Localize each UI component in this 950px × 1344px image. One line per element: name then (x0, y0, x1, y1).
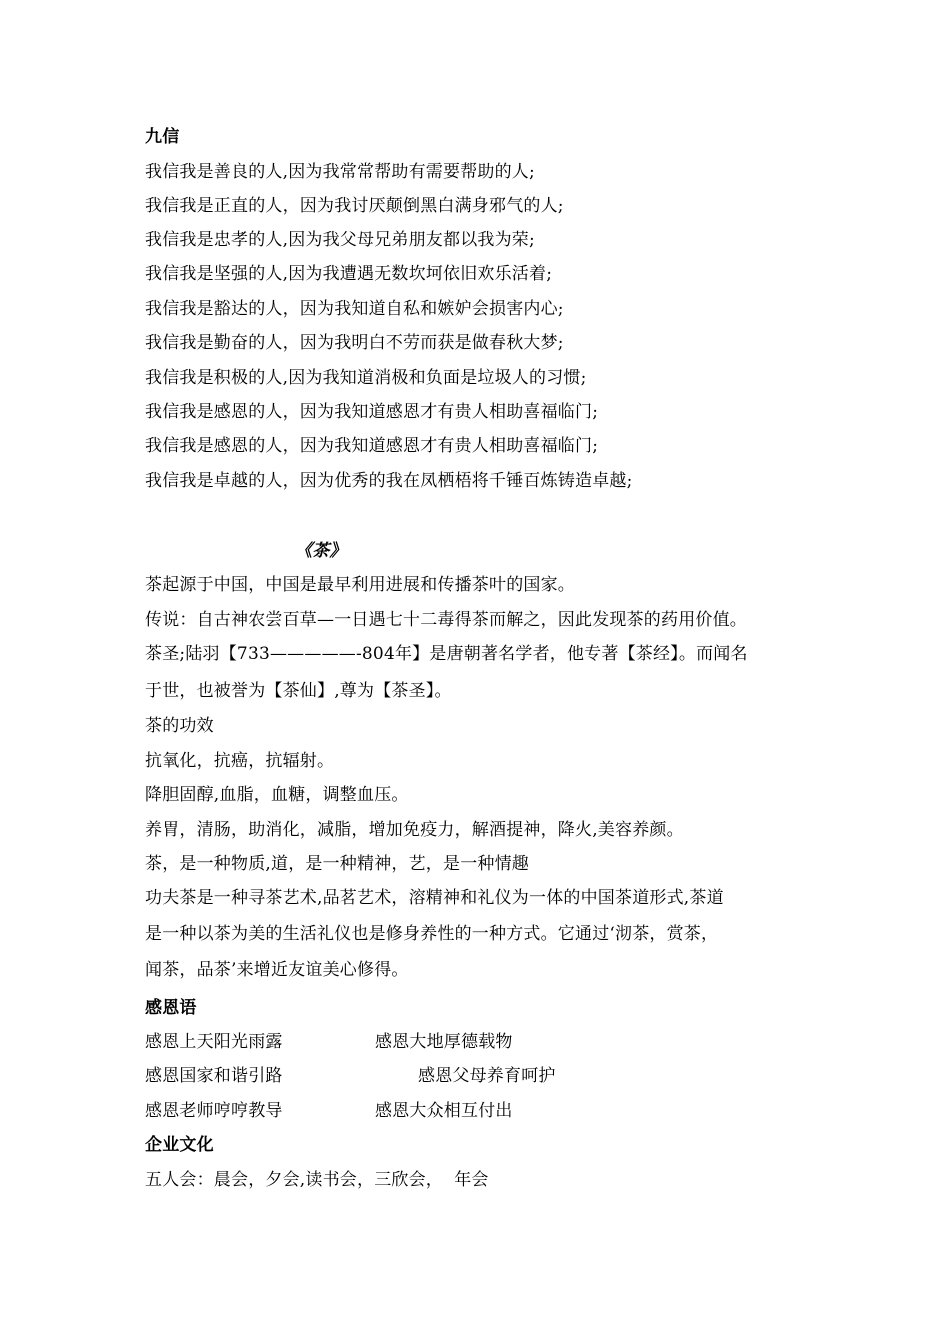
tea-line: 是一种以茶为美的生活礼仪也是修身养性的一种方式。它通过‘沏茶，赏茶， (145, 924, 719, 944)
tea-line: 传说：自古神农尝百草—一日遇七十二毒得茶而解之，因此发现茶的药用价值。 (145, 610, 747, 630)
gratitude-phrase: 感恩上天阳光雨露 (145, 1032, 283, 1052)
belief-line: 我信我是坚强的人,因为我遭遇无数坎坷依旧欢乐活着; (145, 264, 553, 284)
tea-line: 茶起源于中国，中国是最早利用进展和传播茶叶的国家。 (145, 575, 575, 595)
tea-line: 抗氧化，抗癌，抗辐射。 (145, 751, 335, 771)
gratitude-title: 感恩语 (145, 998, 197, 1018)
tea-line: 茶圣;陆羽【733—————-804年】是唐朝著名学者，他专著【茶经】。而闻名 (145, 644, 748, 664)
belief-line: 我信我是正直的人，因为我讨厌颠倒黑白满身邪气的人; (145, 196, 564, 216)
gratitude-phrase: 感恩大众相互付出 (375, 1101, 513, 1121)
gratitude-row (145, 1031, 745, 1053)
belief-line: 我信我是感恩的人，因为我知道感恩才有贵人相助喜福临门; (145, 402, 599, 422)
belief-line: 我信我是善良的人,因为我常常帮助有需要帮助的人; (145, 162, 535, 182)
tea-line: 茶的功效 (145, 716, 214, 736)
tea-title: 《茶》 (295, 541, 347, 561)
gratitude-phrase: 感恩老师哼哼教导 (145, 1101, 283, 1121)
culture-line: 五人会：晨会，夕会,读书会，三欣会， 年会 (145, 1170, 489, 1190)
belief-line: 我信我是感恩的人，因为我知道感恩才有贵人相助喜福临门; (145, 436, 599, 456)
tea-line: 功夫茶是一种寻茶艺术,品茗艺术，溶精神和礼仪为一体的中国茶道形式,茶道 (145, 888, 724, 908)
nine-beliefs-title: 九信 (145, 127, 180, 147)
belief-line: 我信我是积极的人,因为我知道消极和负面是垃圾人的习惯; (145, 368, 587, 388)
belief-line: 我信我是豁达的人，因为我知道自私和嫉妒会损害内心; (145, 299, 564, 319)
gratitude-phrase: 感恩大地厚德载物 (375, 1032, 513, 1052)
tea-line: 闻茶，品茶’来增近友谊美心修得。 (145, 960, 409, 980)
belief-line: 我信我是勤奋的人，因为我明白不劳而获是做春秋大梦; (145, 333, 564, 353)
tea-line: 养胃，清肠，助消化，减脂，增加免疫力，解酒提神，降火,美容养颜。 (145, 820, 684, 840)
tea-line: 降胆固醇,血脂，血糖，调整血压。 (145, 785, 409, 805)
culture-title: 企业文化 (145, 1135, 214, 1155)
gratitude-phrase: 感恩国家和谐引路 (145, 1066, 283, 1086)
tea-line: 于世，也被誉为【茶仙】,尊为【茶圣】。 (145, 681, 452, 701)
gratitude-row (145, 1100, 745, 1122)
belief-line: 我信我是忠孝的人,因为我父母兄弟朋友都以我为荣; (145, 230, 535, 250)
belief-line: 我信我是卓越的人，因为优秀的我在凤栖梧将千锤百炼铸造卓越; (145, 471, 633, 491)
document-page (145, 0, 825, 1344)
tea-line: 茶，是一种物质,道，是一种精神，艺，是一种情趣 (145, 854, 530, 874)
gratitude-phrase: 感恩父母养育呵护 (418, 1066, 556, 1086)
gratitude-row (145, 1065, 745, 1087)
